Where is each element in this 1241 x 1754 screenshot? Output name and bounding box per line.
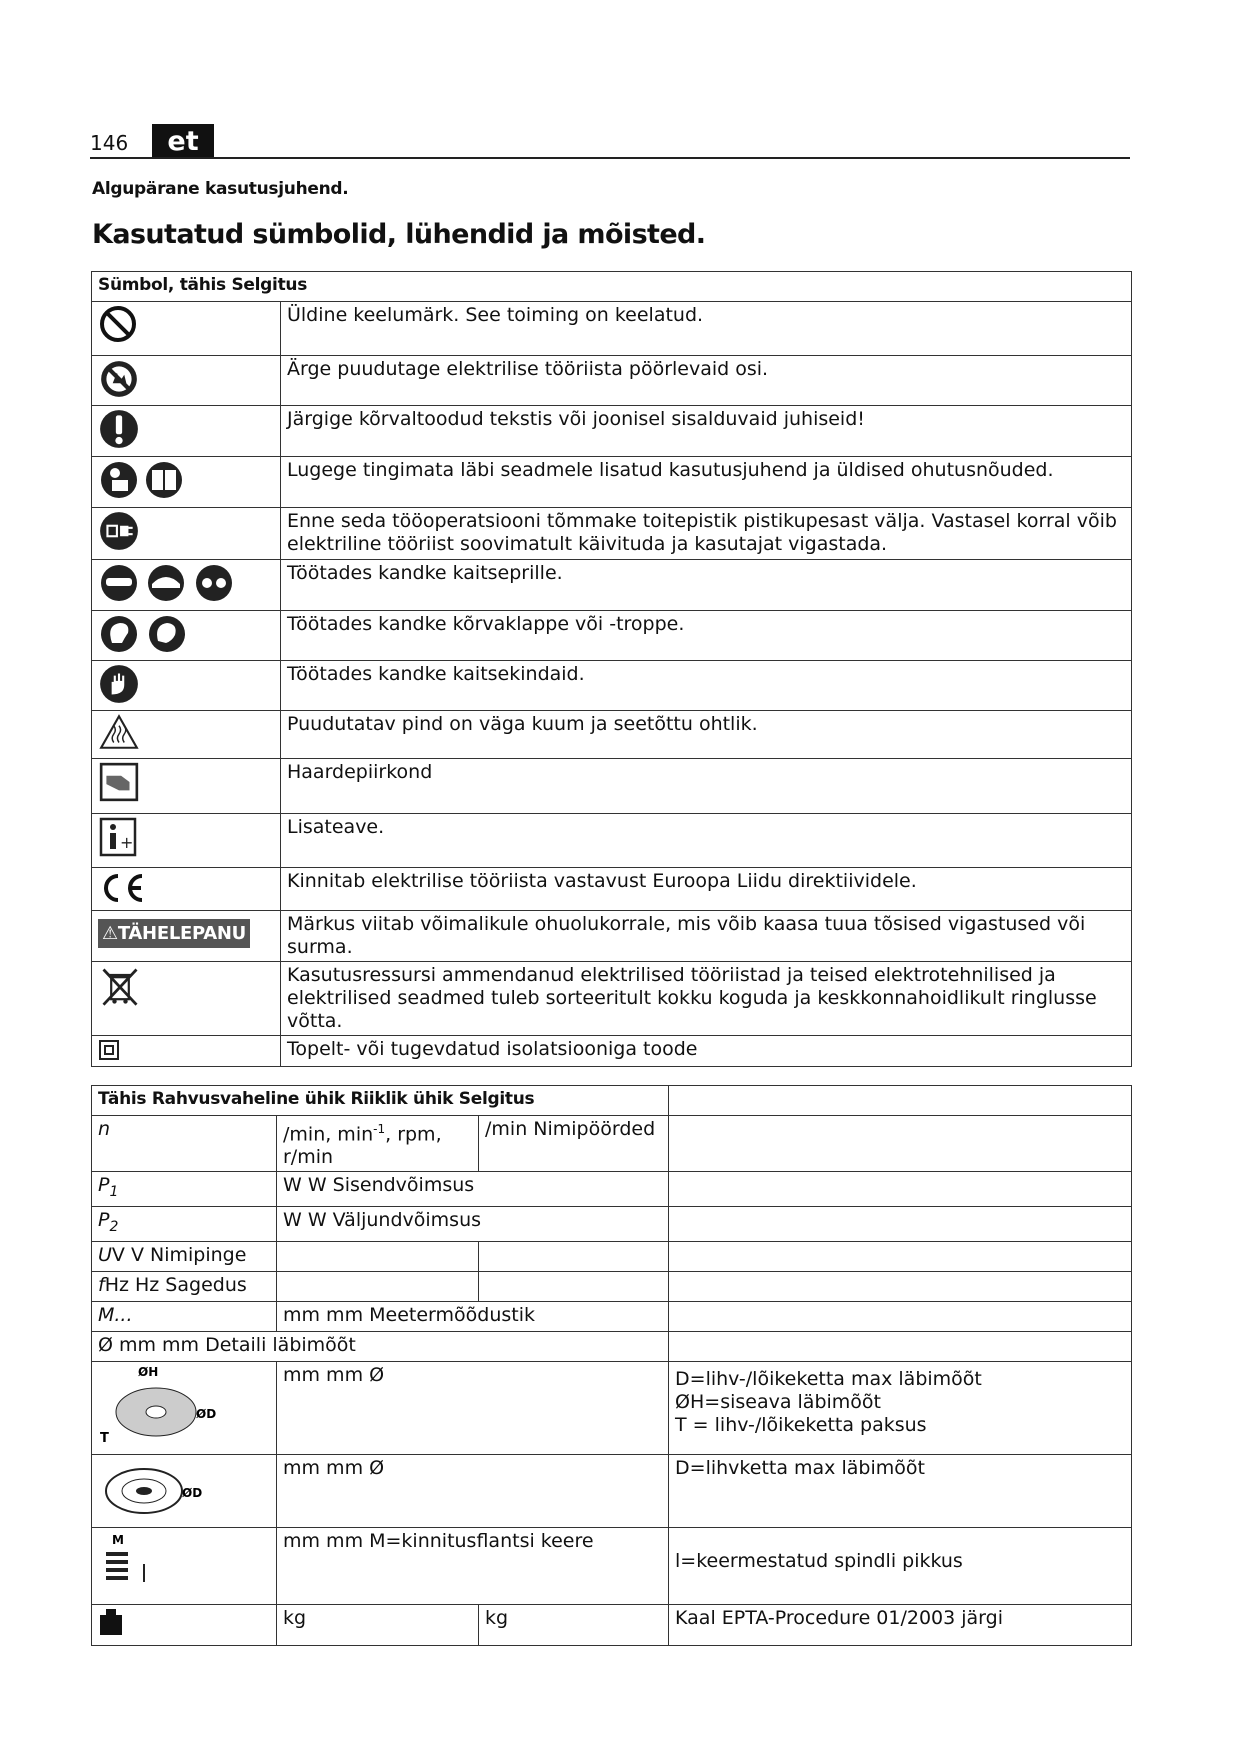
- unit-symbol: fHz Hz Sagedus: [92, 1271, 277, 1301]
- unit-international: /min, $\min^{-1}$, rpm, r/min: [277, 1116, 479, 1172]
- unit-description: W W Sisendvõimsus: [277, 1172, 669, 1207]
- page-title: Kasutatud sümbolid, lühendid ja mõisted.: [92, 219, 706, 250]
- spindle-thread-diagram: [98, 1530, 168, 1596]
- unit-explanation: l=keermestatud spindli pikkus: [669, 1527, 1132, 1604]
- diagram-cell: [92, 1604, 277, 1645]
- unit-description: Ø mm mm Detaili läbimõõt: [92, 1331, 669, 1361]
- symbol-description: Töötades kandke kaitseprille.: [281, 560, 1132, 611]
- diagram-cell: [92, 1361, 277, 1454]
- hot-surface-icon: [98, 713, 140, 751]
- symbol-cell: [92, 868, 281, 911]
- goggles-icon: [98, 562, 238, 604]
- unplug-icon: [98, 510, 140, 552]
- prohibition-icon: [98, 304, 138, 344]
- header-rule: [90, 157, 1130, 159]
- weight-icon: [98, 1607, 124, 1637]
- read-manual-icon: [98, 459, 186, 501]
- svg-text:T: T: [100, 1430, 109, 1446]
- diagram-cell: [92, 1527, 277, 1604]
- symbol-cell: [92, 711, 281, 759]
- symbol-cell: [92, 508, 281, 560]
- document-subtitle: Algupärane kasutusjuhend.: [92, 179, 349, 199]
- double-insulation-icon: [98, 1039, 120, 1061]
- symbol-description: Topelt- või tugevdatud isolatsiooniga toode: [281, 1036, 1132, 1067]
- grip-area-icon: [98, 761, 140, 803]
- symbol-description: Järgige kõrvaltoodud tekstis või joonisel sisalduvaid juhiseid!: [281, 406, 1132, 457]
- unit-explanation: Kaal EPTA-Procedure 01/2003 järgi: [669, 1604, 1132, 1645]
- unit-symbol: $P_2$: [92, 1207, 277, 1242]
- unit-description: mm mm Meetermõõdustik: [277, 1301, 669, 1331]
- symbol-description: Haardepiirkond: [281, 759, 1132, 814]
- symbol-cell: [92, 406, 281, 457]
- svg-text:M: M: [112, 1532, 124, 1547]
- unit-symbol: M...: [92, 1301, 277, 1331]
- units-table-header: Tähis Rahvusvaheline ühik Riiklik ühik Selgitus: [92, 1086, 669, 1116]
- symbols-table: [91, 271, 1132, 1067]
- sanding-disc-diagram: [98, 1457, 218, 1519]
- symbol-cell: [92, 911, 281, 962]
- symbol-cell: [92, 1036, 281, 1067]
- language-tag: et: [152, 124, 214, 158]
- symbol-description: Kinnitab elektrilise tööriista vastavust Euroopa Liidu direktiividele.: [281, 868, 1132, 911]
- symbol-cell: [92, 661, 281, 711]
- unit-explanation: D=lihv-/lõikeketta max läbimõõt ØH=siseava läbimõõt T = lihv-/lõikeketta paksus: [669, 1361, 1132, 1454]
- cutting-disc-diagram: [98, 1364, 228, 1446]
- warning-label-text: TÄHELEPANU: [117, 923, 246, 944]
- page-number: 146: [90, 131, 129, 155]
- symbol-description: Töötades kandke kaitsekindaid.: [281, 661, 1132, 711]
- weee-bin-icon: [98, 964, 142, 1008]
- svg-text:ØD: ØD: [196, 1406, 217, 1421]
- symbol-description: Enne seda tööoperatsiooni tõmmake toitepistik pistikupesast välja. Vastasel korral võib elektriline tööriist soovimatult käivituda ja kasutajat vigastada.: [281, 508, 1132, 560]
- unit-description: mm mm Ø: [277, 1454, 669, 1527]
- unit-national: /min Nimipöörded: [479, 1116, 669, 1172]
- symbol-description: Töötades kandke kõrvaklappe või -troppe.: [281, 611, 1132, 661]
- info-icon: [98, 816, 138, 858]
- symbol-description: Lisateave.: [281, 814, 1132, 868]
- unit-symbol: UV V Nimipinge: [92, 1241, 277, 1271]
- unit-symbol: n: [92, 1116, 277, 1172]
- symbol-cell: [92, 814, 281, 868]
- symbol-description: Puudutatav pind on väga kuum ja seetõttu ohtlik.: [281, 711, 1132, 759]
- symbol-description: Lugege tingimata läbi seadmele lisatud kasutusjuhend ja üldised ohutusnõuded.: [281, 457, 1132, 508]
- svg-text:ØH: ØH: [138, 1364, 159, 1379]
- unit-description: W W Väljundvõimsus: [277, 1207, 669, 1242]
- symbol-cell: [92, 356, 281, 406]
- symbol-cell: [92, 560, 281, 611]
- diagram-cell: [92, 1454, 277, 1527]
- svg-text:+: +: [120, 833, 134, 852]
- warning-label-icon: ⚠TÄHELEPANU: [98, 919, 250, 948]
- no-touch-rotating-icon: [98, 358, 140, 400]
- gloves-icon: [98, 663, 140, 705]
- unit-description: mm mm M=kinnitusflantsi keere: [277, 1527, 669, 1604]
- symbol-cell: [92, 759, 281, 814]
- ce-mark-icon: [98, 870, 148, 906]
- symbol-cell: [92, 611, 281, 661]
- unit-international: kg: [277, 1604, 479, 1645]
- unit-symbol: $P_1$: [92, 1172, 277, 1207]
- symbol-cell: [92, 457, 281, 508]
- symbol-cell: [92, 962, 281, 1036]
- exclamation-icon: [98, 408, 140, 450]
- symbol-cell: [92, 302, 281, 356]
- unit-national: kg: [479, 1604, 669, 1645]
- symbol-description: Ärge puudutage elektrilise tööriista pöörlevaid osi.: [281, 356, 1132, 406]
- ear-protection-icon: [98, 613, 190, 655]
- unit-explanation: D=lihvketta max läbimõõt: [669, 1454, 1132, 1527]
- symbol-description: Üldine keelumärk. See toiming on keelatud.: [281, 302, 1132, 356]
- unit-description: mm mm Ø: [277, 1361, 669, 1454]
- symbols-table-header: Sümbol, tähis Selgitus: [92, 272, 1132, 302]
- svg-text:ØD: ØD: [182, 1485, 203, 1500]
- symbol-description: Kasutusressursi ammendanud elektrilised tööriistad ja teised elektrotehnilised ja elektrilised seadmed tuleb sorteeritult kokku koguda ja keskkonnahoidlikult ringlusse võtta.: [281, 962, 1132, 1036]
- symbol-description: Märkus viitab võimalikule ohuolukorrale, mis võib kaasa tuua tõsised vigastused või surma.: [281, 911, 1132, 962]
- units-table: [91, 1085, 1132, 1646]
